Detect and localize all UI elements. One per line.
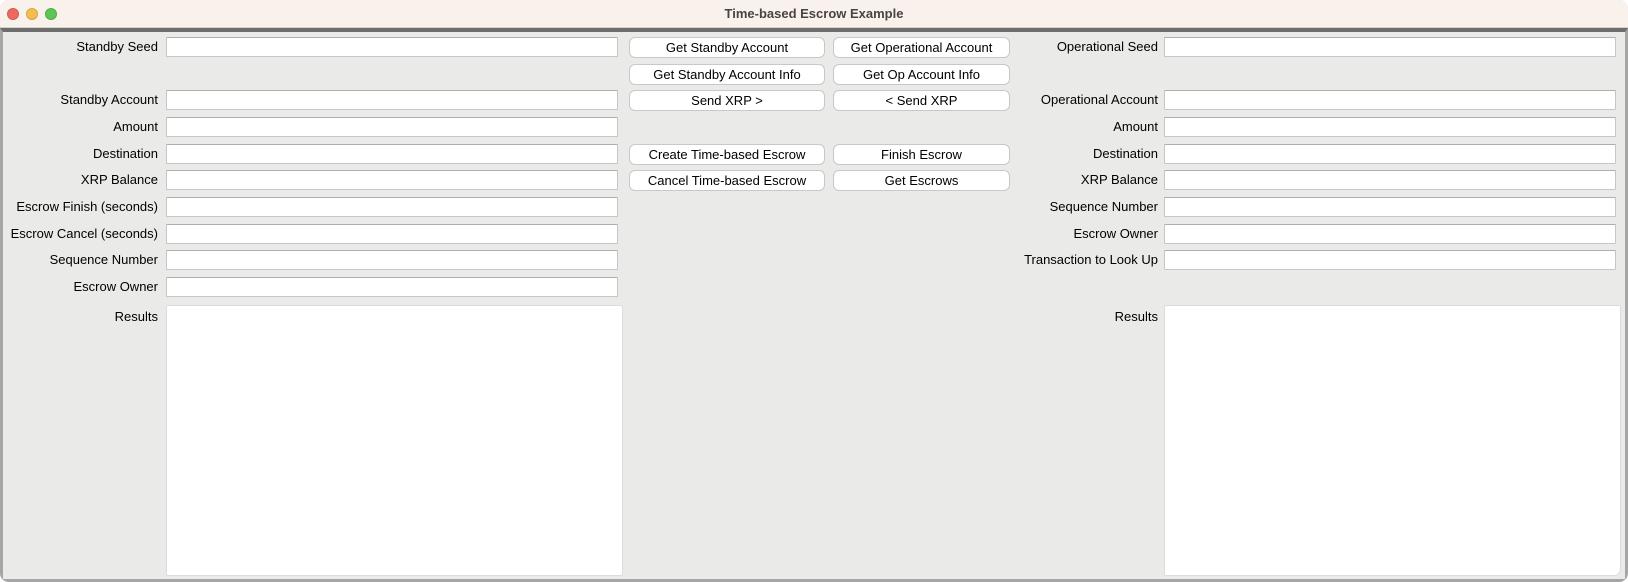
maximize-button[interactable]: [45, 8, 57, 20]
operational-amount-label: Amount: [1113, 119, 1158, 134]
standby-destination-label: Destination: [92, 146, 158, 161]
window-title: Time-based Escrow Example: [724, 6, 904, 21]
operational-escrow-owner-input[interactable]: [1164, 224, 1616, 244]
standby-sequence-number-label: Sequence Number: [49, 252, 158, 267]
create-time-based-escrow-button[interactable]: Create Time-based Escrow: [629, 144, 825, 165]
get-standby-account-info-button[interactable]: Get Standby Account Info: [629, 64, 825, 85]
standby-xrp-balance-label: XRP Balance: [80, 172, 158, 187]
window-controls: [7, 8, 57, 20]
escrow-finish-input[interactable]: [166, 197, 618, 217]
operational-results-label: Results: [1114, 309, 1158, 324]
standby-escrow-owner-input[interactable]: [166, 277, 618, 297]
get-op-account-info-button[interactable]: Get Op Account Info: [833, 64, 1010, 85]
standby-results-textarea[interactable]: [166, 305, 623, 576]
form-area: [0, 28, 1628, 582]
transaction-lookup-input[interactable]: [1164, 250, 1616, 270]
operational-account-input[interactable]: [1164, 90, 1616, 110]
minimize-button[interactable]: [26, 8, 38, 20]
close-button[interactable]: [7, 8, 19, 20]
operational-escrow-owner-label: Escrow Owner: [1073, 226, 1158, 241]
operational-seed-label: Operational Seed: [1056, 39, 1158, 54]
escrow-cancel-label: Escrow Cancel (seconds): [10, 226, 158, 241]
get-standby-account-button[interactable]: Get Standby Account: [629, 37, 825, 58]
standby-escrow-owner-label: Escrow Owner: [73, 279, 158, 294]
escrow-cancel-input[interactable]: [166, 224, 618, 244]
standby-amount-input[interactable]: [166, 117, 618, 137]
standby-seed-label: Standby Seed: [76, 39, 158, 54]
transaction-lookup-label: Transaction to Look Up: [1024, 252, 1158, 267]
standby-results-label: Results: [114, 309, 158, 324]
cancel-time-based-escrow-button[interactable]: Cancel Time-based Escrow: [629, 170, 825, 191]
standby-destination-input[interactable]: [166, 144, 618, 164]
standby-account-input[interactable]: [166, 90, 618, 110]
operational-destination-input[interactable]: [1164, 144, 1616, 164]
standby-sequence-number-input[interactable]: [166, 250, 618, 270]
window-titlebar: [0, 0, 1628, 28]
standby-xrp-balance-input[interactable]: [166, 170, 618, 190]
operational-xrp-balance-label: XRP Balance: [1080, 172, 1158, 187]
get-operational-account-button[interactable]: Get Operational Account: [833, 37, 1010, 58]
operational-seed-input[interactable]: [1164, 37, 1616, 57]
operational-results-textarea[interactable]: [1164, 305, 1621, 576]
standby-account-label: Standby Account: [60, 92, 158, 107]
operational-destination-label: Destination: [1092, 146, 1158, 161]
operational-sequence-number-input[interactable]: [1164, 197, 1616, 217]
send-xrp-to-standby-button[interactable]: < Send XRP: [833, 90, 1010, 111]
standby-seed-input[interactable]: [166, 37, 618, 57]
operational-account-label: Operational Account: [1040, 92, 1158, 107]
operational-amount-input[interactable]: [1164, 117, 1616, 137]
standby-amount-label: Amount: [113, 119, 158, 134]
operational-xrp-balance-input[interactable]: [1164, 170, 1616, 190]
finish-escrow-button[interactable]: Finish Escrow: [833, 144, 1010, 165]
send-xrp-to-operational-button[interactable]: Send XRP >: [629, 90, 825, 111]
get-escrows-button[interactable]: Get Escrows: [833, 170, 1010, 191]
escrow-finish-label: Escrow Finish (seconds): [16, 199, 158, 214]
operational-sequence-number-label: Sequence Number: [1049, 199, 1158, 214]
